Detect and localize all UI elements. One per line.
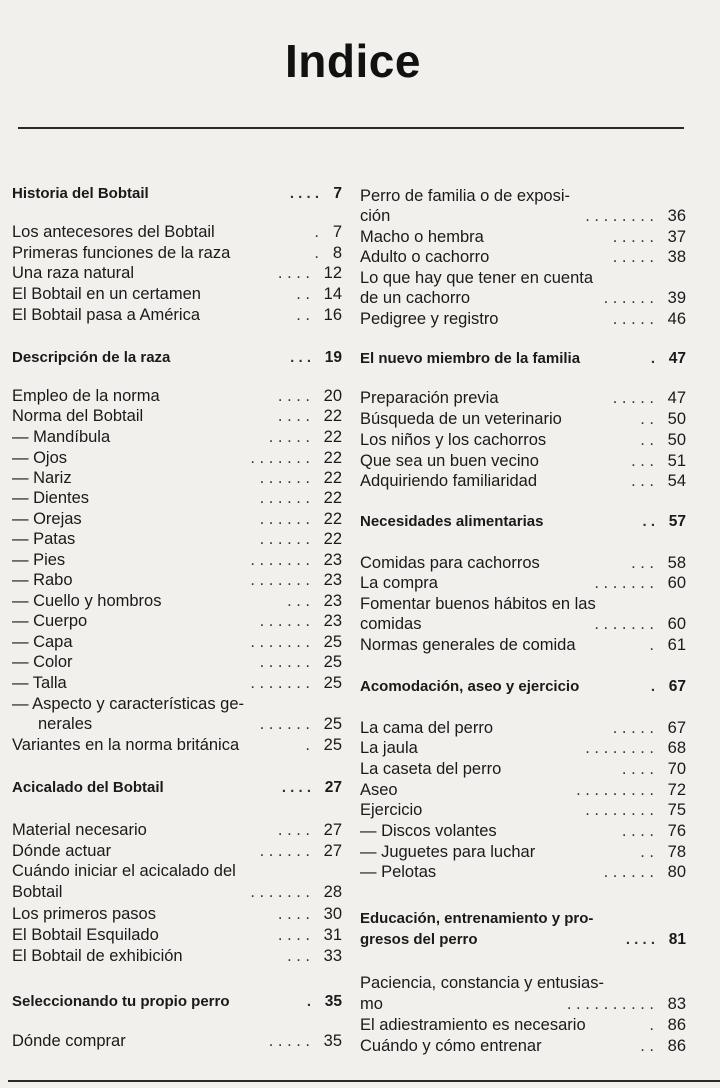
- toc-entry-text: — Color: [12, 653, 73, 671]
- toc-entry-text: Que sea un buen vecino: [360, 452, 539, 470]
- toc-entry-text: Ejercicio: [360, 801, 423, 819]
- toc-page-number: 27: [323, 821, 342, 839]
- toc-entry-text: Empleo de la norma: [12, 387, 160, 405]
- toc-leader-dots: . . .: [631, 472, 654, 490]
- toc-entry-text: nerales: [38, 715, 93, 733]
- toc-entry-text: El nuevo miembro de la familia: [360, 350, 581, 367]
- toc-entry-text: — Discos volantes: [360, 822, 497, 840]
- toc-entry-text: Cuándo y cómo entrenar: [360, 1037, 542, 1055]
- toc-entry-text: Descripción de la raza: [12, 349, 171, 366]
- toc-page-number: 12: [323, 264, 342, 282]
- toc-page-number: 78: [667, 843, 686, 861]
- toc-entry: [12, 946, 342, 966]
- toc-entry: [12, 427, 342, 447]
- toc-entry-text: Dónde actuar: [12, 842, 112, 860]
- toc-leader-dots: . . . . . . .: [594, 615, 654, 633]
- toc-entry: [360, 759, 686, 779]
- toc-entry: [12, 611, 342, 631]
- toc-leader-dots: . . . . . .: [603, 863, 654, 881]
- toc-leader-dots: . . . . . . .: [594, 574, 654, 592]
- toc-page-number: 22: [323, 449, 342, 467]
- toc-page-number: 20: [323, 387, 342, 405]
- toc-entry-text: Fomentar buenos hábitos en las: [360, 595, 596, 613]
- toc-entry: [12, 673, 342, 693]
- toc-entry-text: — Orejas: [12, 510, 82, 528]
- toc-entry-text: — Pelotas: [360, 863, 437, 881]
- toc-leader-dots: . . . . . . . .: [585, 801, 654, 819]
- toc-leader-dots: . . . . .: [268, 1032, 310, 1050]
- toc-leader-dots: . . . . . . .: [250, 449, 310, 467]
- toc-entry: [360, 821, 686, 841]
- toc-entry: [360, 862, 686, 882]
- toc-page-number: 22: [323, 428, 342, 446]
- toc-page-number: 36: [667, 207, 686, 225]
- toc-page-number: 28: [323, 883, 342, 901]
- toc-section-heading: [12, 778, 342, 798]
- toc-page-number: 75: [667, 801, 686, 819]
- toc-entry-text: Norma del Bobtail: [12, 407, 144, 425]
- toc-page-number: 47: [668, 350, 686, 367]
- toc-entry: [12, 222, 342, 242]
- toc-entry: [12, 284, 342, 304]
- toc-entry: [12, 632, 342, 652]
- toc-page-number: 23: [323, 612, 342, 630]
- toc-entry-text: El Bobtail en un certamen: [12, 285, 201, 303]
- toc-leader-dots: .: [649, 636, 654, 654]
- toc-entry-text: Dónde comprar: [12, 1032, 126, 1050]
- toc-entry: [12, 820, 342, 840]
- toc-leader-dots: . . . .: [625, 931, 655, 948]
- toc-page-number: 22: [323, 510, 342, 528]
- toc-page-number: 46: [667, 310, 686, 328]
- toc-page-number: 72: [667, 781, 686, 799]
- toc-entry-text: — Pies: [12, 551, 66, 569]
- toc-page-number: 38: [667, 248, 686, 266]
- toc-entry: [360, 718, 686, 738]
- toc-entry-text: Necesidades alimentarias: [360, 513, 544, 530]
- toc-entry-text: Paciencia, constancia y entusias-: [360, 974, 604, 992]
- toc-entry: [360, 388, 686, 408]
- toc-entry: [12, 652, 342, 672]
- toc-leader-dots: . . .: [290, 349, 311, 366]
- toc-page-number: 25: [323, 736, 342, 754]
- toc-leader-dots: . . .: [287, 592, 310, 610]
- toc-entry-text: comidas: [360, 615, 422, 633]
- toc-page-number: 50: [667, 431, 686, 449]
- toc-entry: [360, 451, 686, 471]
- toc-entry: [360, 994, 686, 1014]
- toc-entry: [12, 841, 342, 861]
- toc-leader-dots: .: [314, 223, 319, 241]
- toc-entry: [12, 550, 342, 570]
- toc-entry-text: — Patas: [12, 530, 76, 548]
- toc-leader-dots: . . . . . . .: [250, 551, 310, 569]
- toc-leader-dots: .: [314, 244, 319, 262]
- toc-entry: [12, 243, 342, 263]
- toc-leader-dots: . .: [640, 410, 654, 428]
- toc-entry: [360, 1036, 686, 1056]
- toc-entry: [360, 430, 686, 450]
- toc-entry: [360, 973, 686, 993]
- toc-entry-text: Variantes en la norma británica: [12, 736, 240, 754]
- toc-entry: [360, 471, 686, 491]
- toc-page-number: 60: [667, 615, 686, 633]
- toc-entry: [360, 635, 686, 655]
- toc-page-number: 80: [667, 863, 686, 881]
- toc-leader-dots: . . .: [631, 554, 654, 572]
- toc-entry: [360, 227, 686, 247]
- toc-entry: [360, 1015, 686, 1035]
- toc-entry: [360, 738, 686, 758]
- toc-entry: [12, 714, 342, 734]
- toc-leader-dots: . . . .: [277, 407, 310, 425]
- toc-entry-text: Material necesario: [12, 821, 147, 839]
- toc-page-number: 27: [323, 842, 342, 860]
- toc-entry: [12, 448, 342, 468]
- toc-page-number: 27: [324, 779, 342, 796]
- toc-entry: [360, 247, 686, 267]
- toc-entry: [12, 529, 342, 549]
- toc-entry-text: Cuándo iniciar el acicalado del: [12, 862, 236, 880]
- toc-entry-text: La jaula: [360, 739, 418, 757]
- toc-page-number: 16: [323, 306, 342, 324]
- toc-page-number: 58: [667, 554, 686, 572]
- toc-entry: [360, 800, 686, 820]
- toc-entry-text: Pedigree y registro: [360, 310, 499, 328]
- toc-entry-text: Los antecesores del Bobtail: [12, 223, 215, 241]
- toc-leader-dots: . . . .: [277, 905, 310, 923]
- toc-entry: [360, 614, 686, 634]
- toc-entry-text: — Aspecto y características ge-: [12, 695, 245, 713]
- toc-entry-text: Acicalado del Bobtail: [12, 779, 164, 796]
- toc-entry-text: Primeras funciones de la raza: [12, 244, 231, 262]
- toc-entry-text: gresos del perro: [360, 931, 478, 948]
- toc-leader-dots: .: [650, 678, 655, 695]
- toc-page-number: 23: [323, 592, 342, 610]
- toc-leader-dots: . . . . . . .: [250, 674, 310, 692]
- toc-page-number: 25: [323, 653, 342, 671]
- toc-entry-text: — Mandíbula: [12, 428, 111, 446]
- toc-page-number: 35: [323, 1032, 342, 1050]
- top-rule: [18, 127, 684, 129]
- toc-page-number: 19: [324, 349, 342, 366]
- toc-entry: [12, 1031, 342, 1051]
- toc-page-number: 57: [668, 513, 686, 530]
- toc-section-heading: [360, 512, 686, 532]
- toc-entry-text: — Dientes: [12, 489, 90, 507]
- toc-leader-dots: . . . .: [289, 185, 319, 202]
- toc-page-number: 30: [323, 905, 342, 923]
- toc-page-number: 50: [667, 410, 686, 428]
- toc-entry-text: — Cuerpo: [12, 612, 88, 630]
- toc-entry: [360, 553, 686, 573]
- toc-leader-dots: . . . . .: [612, 228, 654, 246]
- toc-entry-text: La compra: [360, 574, 438, 592]
- toc-leader-dots: . . . . . .: [259, 842, 310, 860]
- toc-entry: [360, 288, 686, 308]
- toc-entry: [12, 591, 342, 611]
- toc-leader-dots: . . . .: [277, 387, 310, 405]
- toc-section-heading: [360, 909, 686, 929]
- toc-leader-dots: . . . .: [621, 822, 654, 840]
- toc-section-heading: [12, 992, 342, 1012]
- toc-entry-text: Acomodación, aseo y ejercicio: [360, 678, 580, 695]
- toc-leader-dots: . . .: [631, 452, 654, 470]
- toc-entry: [360, 206, 686, 226]
- toc-entry-text: Normas generales de comida: [360, 636, 576, 654]
- toc-entry-text: Comidas para cachorros: [360, 554, 540, 572]
- toc-entry-text: El Bobtail pasa a América: [12, 306, 201, 324]
- toc-page-number: 22: [323, 530, 342, 548]
- toc-entry: [360, 186, 686, 206]
- toc-entry-text: La cama del perro: [360, 719, 493, 737]
- toc-entry: [360, 268, 686, 288]
- toc-leader-dots: .: [305, 736, 310, 754]
- page-title: Indice: [285, 35, 421, 87]
- toc-section-heading: [360, 349, 686, 369]
- toc-leader-dots: . .: [642, 513, 655, 530]
- toc-entry: [360, 309, 686, 329]
- toc-page-number: 67: [668, 678, 686, 695]
- toc-leader-dots: . . . . .: [612, 310, 654, 328]
- toc-leader-dots: . . . .: [621, 760, 654, 778]
- toc-section-heading: [360, 930, 686, 950]
- toc-entry-text: — Ojos: [12, 449, 68, 467]
- toc-page-number: 7: [333, 185, 342, 202]
- toc-entry-text: — Talla: [12, 674, 67, 692]
- toc-leader-dots: . . . . . .: [259, 612, 310, 630]
- toc-page-number: 47: [667, 389, 686, 407]
- toc-entry-text: Una raza natural: [12, 264, 134, 282]
- toc-entry-text: Aseo: [360, 781, 398, 799]
- toc-entry-text: — Cuello y hombros: [12, 592, 162, 610]
- toc-entry: [360, 594, 686, 614]
- toc-page-number: 33: [323, 947, 342, 965]
- toc-page-number: 14: [323, 285, 342, 303]
- toc-leader-dots: . .: [296, 306, 310, 324]
- toc-entry-text: — Juguetes para luchar: [360, 843, 536, 861]
- toc-entry-text: Bobtail: [12, 883, 63, 901]
- toc-page-number: 68: [667, 739, 686, 757]
- toc-entry: [12, 925, 342, 945]
- toc-section-heading: [12, 348, 342, 368]
- toc-page-number: 22: [323, 469, 342, 487]
- toc-entry-text: La caseta del perro: [360, 760, 502, 778]
- toc-leader-dots: . . . . . . . .: [585, 739, 654, 757]
- toc-page-number: 25: [323, 674, 342, 692]
- toc-leader-dots: . . . . . .: [259, 715, 310, 733]
- toc-page-number: 86: [667, 1016, 686, 1034]
- toc-leader-dots: . . . .: [277, 264, 310, 282]
- toc-leader-dots: . . . . . .: [603, 289, 654, 307]
- toc-page-number: 60: [667, 574, 686, 592]
- toc-entry-text: El adiestramiento es necesario: [360, 1016, 586, 1034]
- toc-entry-text: Seleccionando tu propio perro: [12, 993, 230, 1010]
- toc-entry: [12, 694, 342, 714]
- toc-leader-dots: . .: [296, 285, 310, 303]
- toc-leader-dots: . . . .: [281, 779, 311, 796]
- toc-entry-text: ción: [360, 207, 391, 225]
- toc-leader-dots: . . . . . . . . .: [576, 781, 654, 799]
- toc-entry-text: Los primeros pasos: [12, 905, 156, 923]
- toc-page-number: 23: [323, 571, 342, 589]
- toc-entry-text: — Nariz: [12, 469, 72, 487]
- toc-page-number: 31: [323, 926, 342, 944]
- toc-page-number: 8: [332, 244, 342, 262]
- toc-entry-text: Adulto o cachorro: [360, 248, 490, 266]
- toc-entry-text: Historia del Bobtail: [12, 185, 149, 202]
- toc-page-number: 39: [667, 289, 686, 307]
- toc-leader-dots: . . . . . . . . . .: [566, 995, 654, 1013]
- toc-entry-text: Búsqueda de un veterinario: [360, 410, 562, 428]
- toc-page-number: 7: [332, 223, 342, 241]
- toc-entry-text: Los niños y los cachorros: [360, 431, 547, 449]
- toc-section-heading: [12, 184, 342, 204]
- toc-entry-text: Educación, entrenamiento y pro-: [360, 910, 594, 927]
- toc-page-number: 81: [668, 931, 686, 948]
- toc-page-number: 25: [323, 633, 342, 651]
- toc-page-number: 23: [323, 551, 342, 569]
- toc-leader-dots: . .: [640, 843, 654, 861]
- toc-entry-text: Adquiriendo familiaridad: [360, 472, 538, 490]
- toc-entry: [12, 509, 342, 529]
- toc-section-heading: [360, 677, 686, 697]
- toc-entry: [12, 735, 342, 755]
- toc-entry-text: mo: [360, 995, 383, 1013]
- toc-entry: [360, 780, 686, 800]
- toc-page-number: 54: [667, 472, 686, 490]
- toc-leader-dots: . . . .: [277, 821, 310, 839]
- toc-page-number: 25: [323, 715, 342, 733]
- toc-leader-dots: . .: [640, 431, 654, 449]
- toc-entry: [12, 406, 342, 426]
- toc-leader-dots: . . . . .: [612, 248, 654, 266]
- toc-page-number: 83: [667, 995, 686, 1013]
- toc-entry: [12, 386, 342, 406]
- toc-leader-dots: . . . . . . . .: [585, 207, 654, 225]
- toc-entry: [360, 409, 686, 429]
- toc-entry-text: Preparación previa: [360, 389, 499, 407]
- toc-page-number: 61: [667, 636, 686, 654]
- toc-entry: [360, 842, 686, 862]
- toc-entry: [360, 573, 686, 593]
- toc-entry-text: Macho o hembra: [360, 228, 484, 246]
- toc-leader-dots: . . . . . . .: [250, 633, 310, 651]
- toc-leader-dots: . . . . . .: [259, 489, 310, 507]
- toc-leader-dots: . . . . . . .: [250, 883, 310, 901]
- toc-leader-dots: .: [649, 1016, 654, 1034]
- toc-entry: [12, 882, 342, 902]
- toc-page-number: 51: [667, 452, 686, 470]
- toc-page-number: 86: [667, 1037, 686, 1055]
- toc-leader-dots: . . . . . . .: [250, 571, 310, 589]
- toc-page-number: 67: [667, 719, 686, 737]
- toc-page-number: 35: [324, 993, 342, 1010]
- toc-leader-dots: . . . . .: [612, 389, 654, 407]
- toc-entry: [12, 488, 342, 508]
- toc-leader-dots: .: [306, 993, 311, 1010]
- toc-entry: [12, 570, 342, 590]
- toc-entry-text: de un cachorro: [360, 289, 471, 307]
- toc-leader-dots: . . . . . .: [259, 530, 310, 548]
- toc-entry: [12, 904, 342, 924]
- toc-leader-dots: . . . . . .: [259, 653, 310, 671]
- toc-leader-dots: .: [650, 350, 655, 367]
- toc-entry-text: El Bobtail Esquilado: [12, 926, 159, 944]
- toc-leader-dots: . . .: [287, 947, 310, 965]
- toc-entry-text: Perro de familia o de exposi-: [360, 187, 571, 205]
- toc-entry-text: — Rabo: [12, 571, 73, 589]
- toc-page-number: 70: [667, 760, 686, 778]
- toc-leader-dots: . . . .: [277, 926, 310, 944]
- toc-leader-dots: . .: [640, 1037, 654, 1055]
- toc-entry-text: Lo que hay que tener en cuenta: [360, 269, 594, 287]
- toc-entry: [12, 861, 342, 881]
- toc-entry-text: El Bobtail de exhibición: [12, 947, 183, 965]
- toc-page-number: 22: [323, 407, 342, 425]
- toc-page-number: 22: [323, 489, 342, 507]
- bottom-rule: [8, 1080, 720, 1082]
- toc-leader-dots: . . . . . .: [259, 510, 310, 528]
- toc-page-number: 37: [667, 228, 686, 246]
- toc-leader-dots: . . . . . .: [259, 469, 310, 487]
- toc-entry: [12, 263, 342, 283]
- toc-entry-text: — Capa: [12, 633, 73, 651]
- toc-leader-dots: . . . . .: [612, 719, 654, 737]
- toc-entry: [12, 305, 342, 325]
- toc-leader-dots: . . . . .: [268, 428, 310, 446]
- toc-entry: [12, 468, 342, 488]
- toc-page-number: 76: [667, 822, 686, 840]
